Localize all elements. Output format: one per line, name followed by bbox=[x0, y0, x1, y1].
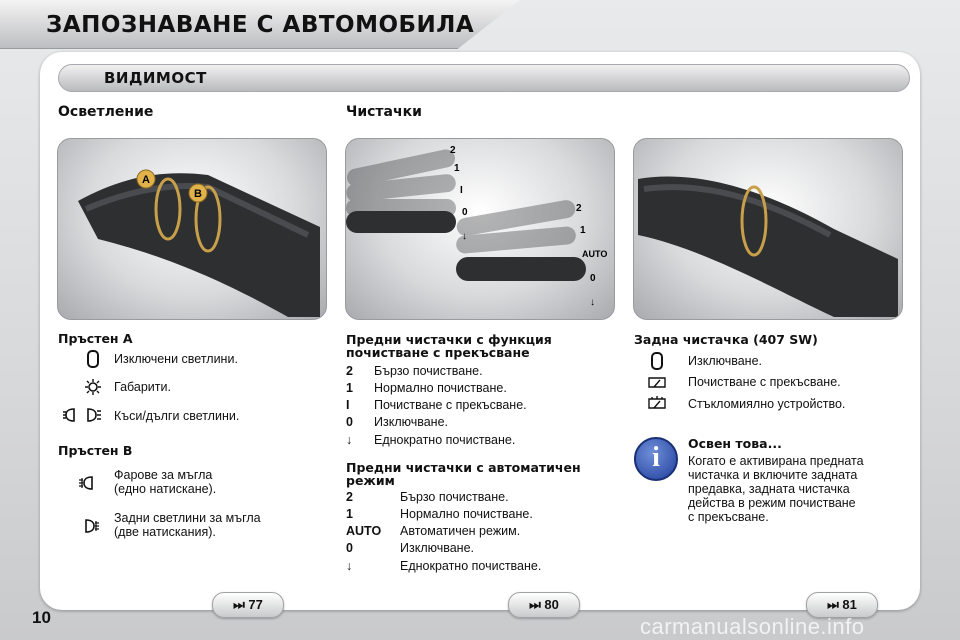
front-interval-text: Нормално почистване. bbox=[374, 381, 507, 395]
page-ref-77-button[interactable]: ⏭ 77 bbox=[212, 592, 284, 618]
front-interval-key: 1 bbox=[346, 381, 353, 395]
info-icon: i bbox=[634, 437, 678, 481]
rear-item-3: Стъкломиялно устройство. bbox=[688, 397, 846, 411]
label-bottom-1: 1 bbox=[580, 225, 586, 236]
label-top-1: 1 bbox=[454, 163, 460, 174]
rear-wiper-off-icon bbox=[646, 352, 668, 370]
page-title: ЗАПОЗНАВАНЕ С АВТОМОБИЛА bbox=[46, 12, 475, 38]
label-bottom-0: 0 bbox=[590, 273, 596, 284]
front-wiper-photo bbox=[345, 138, 615, 320]
heading-lighting: Осветление bbox=[58, 104, 154, 120]
ring-a-item-2: Габарити. bbox=[114, 380, 171, 394]
front-auto-key: 0 bbox=[346, 541, 353, 555]
heading-wipers: Чистачки bbox=[346, 104, 422, 120]
info-line-2: чистачка и включите задната bbox=[688, 468, 858, 482]
front-auto-title-line-2: режим bbox=[346, 473, 395, 488]
ring-b-item-1-line-1: Фарове за мъгла bbox=[114, 468, 213, 482]
label-top-2: 2 bbox=[450, 145, 456, 156]
front-auto-title-line-1: Предни чистачки с автоматичен bbox=[346, 460, 581, 475]
ring-b-item-2-line-1: Задни светлини за мъгла bbox=[114, 511, 261, 525]
label-top-i: I bbox=[460, 185, 463, 196]
rear-item-2: Почистване с прекъсване. bbox=[688, 375, 841, 389]
front-auto-key: 1 bbox=[346, 507, 353, 521]
label-top-down: ↓ bbox=[462, 231, 467, 242]
rear-item-1: Изключване. bbox=[688, 354, 763, 368]
page-number: 10 bbox=[32, 608, 51, 627]
label-bottom-2: 2 bbox=[576, 203, 582, 214]
front-auto-text: Еднократно почистване. bbox=[400, 559, 542, 573]
info-line-1: Когато е активирана предната bbox=[688, 454, 864, 468]
ring-a-item-3: Къси/дълги светлини. bbox=[114, 409, 240, 423]
front-fog-icon bbox=[78, 474, 100, 492]
front-interval-key: ↓ bbox=[346, 433, 353, 447]
lighting-stalk-photo bbox=[57, 138, 327, 320]
front-interval-text: Изключване. bbox=[374, 415, 449, 429]
rear-title: Задна чистачка (407 SW) bbox=[634, 332, 818, 347]
info-line-5: с прекъсване. bbox=[688, 510, 769, 524]
side-lights-icon bbox=[82, 378, 104, 396]
ring-a-title: Пръстен А bbox=[58, 331, 133, 346]
ring-b-item-1-line-2: (едно натискане). bbox=[114, 482, 217, 496]
front-auto-key: AUTO bbox=[346, 524, 382, 538]
front-interval-key: 0 bbox=[346, 415, 353, 429]
front-interval-key: 2 bbox=[346, 364, 353, 378]
front-interval-text: Бързо почистване. bbox=[374, 364, 483, 378]
label-bottom-down: ↓ bbox=[590, 297, 595, 308]
front-auto-text: Нормално почистване. bbox=[400, 507, 533, 521]
front-auto-key: 2 bbox=[346, 490, 353, 504]
front-auto-text: Изключване. bbox=[400, 541, 475, 555]
rear-wiper-interval-icon bbox=[646, 374, 668, 392]
label-a: A bbox=[142, 174, 150, 186]
ring-b-title: Пръстен В bbox=[58, 443, 133, 458]
front-auto-key: ↓ bbox=[346, 559, 353, 573]
front-interval-title-line-2: почистване с прекъсване bbox=[346, 345, 530, 360]
page-ref-81-button[interactable]: ⏭ 81 bbox=[806, 592, 878, 618]
dipped-main-beam-icon bbox=[62, 406, 102, 424]
info-line-4: действа в режим почистване bbox=[688, 496, 856, 510]
label-bottom-auto: AUTO bbox=[582, 249, 608, 259]
label-top-0: 0 bbox=[462, 207, 468, 218]
front-interval-text: Еднократно почистване. bbox=[374, 433, 516, 447]
front-interval-key: I bbox=[346, 398, 350, 412]
front-interval-text: Почистване с прекъсване. bbox=[374, 398, 527, 412]
page-ref-80-button[interactable]: ⏭ 80 bbox=[508, 592, 580, 618]
ring-a-item-1: Изключени светлини. bbox=[114, 352, 238, 366]
ring-b-item-2-line-2: (две натискания). bbox=[114, 525, 216, 539]
watermark: carmanualsonline.info bbox=[640, 614, 865, 639]
front-auto-text: Бързо почистване. bbox=[400, 490, 509, 504]
front-auto-text: Автоматичен режим. bbox=[400, 524, 521, 538]
rear-wiper-photo bbox=[633, 138, 903, 320]
rear-fog-icon bbox=[78, 517, 100, 535]
front-interval-title-line-1: Предни чистачки с функция bbox=[346, 332, 552, 347]
section-title: ВИДИМОСТ bbox=[104, 69, 207, 87]
label-b: B bbox=[194, 188, 202, 200]
info-line-3: предавка, задната чистачка bbox=[688, 482, 850, 496]
lights-off-icon bbox=[82, 350, 104, 368]
info-title: Освен това... bbox=[688, 436, 782, 451]
rear-washer-icon bbox=[646, 395, 668, 413]
